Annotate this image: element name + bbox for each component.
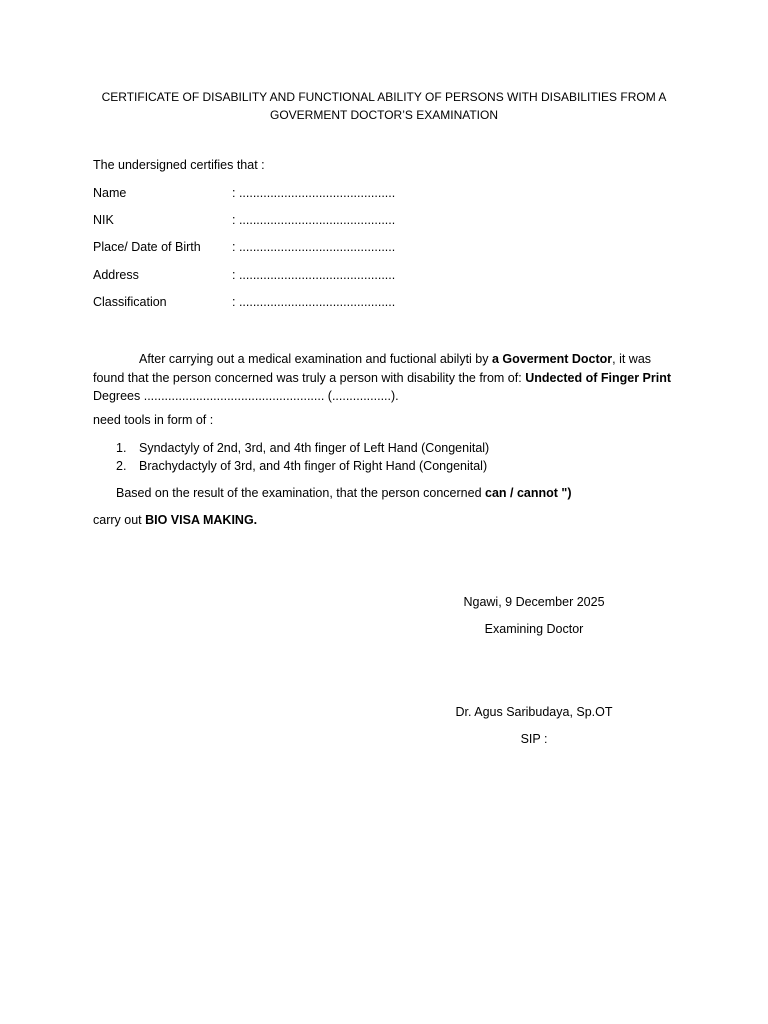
list-number: 1. <box>116 441 127 455</box>
field-label-name: Name <box>93 186 127 200</box>
result-sentence <box>116 486 572 500</box>
field-label-nik: NIK <box>93 213 114 227</box>
field-row-name <box>93 186 493 204</box>
paragraph-part-3: Degrees .................................................... (.................). <box>93 389 399 403</box>
paragraph-part-2: , it was found that the person concerned was truly a person with disability the from of: <box>93 352 652 385</box>
field-value-name: : ............................................. <box>232 186 396 200</box>
need-tools-text: need tools in form of : <box>93 413 214 427</box>
carry-out-sentence <box>93 513 257 527</box>
doctor-name: Dr. Agus Saribudaya, Sp.OT <box>455 705 613 719</box>
findings-paragraph <box>93 350 675 406</box>
field-label-birth: Place/ Date of Birth <box>93 240 201 254</box>
result-bold: can / cannot ") <box>485 486 572 500</box>
document-title <box>93 88 675 124</box>
field-value-birth: : ............................................. <box>232 240 396 254</box>
carry-bold: BIO VISA MAKING. <box>145 513 258 527</box>
signer-role: Examining Doctor <box>484 622 584 636</box>
field-value-address: : ............................................. <box>232 268 396 282</box>
carry-text: carry out <box>93 513 146 527</box>
field-row-nik <box>93 213 493 231</box>
paragraph-bold-2: Undected of Finger Print <box>525 370 672 385</box>
list-text: Brachydactyly of 3rd, and 4th finger of Right Hand (Congenital) <box>139 459 488 473</box>
title-line-1: CERTIFICATE OF DISABILITY AND FUNCTIONAL ABILITY OF PERSONS WITH DISABILITIES FROM A <box>101 90 667 104</box>
list-text: Syndactyly of 2nd, 3rd, and 4th finger of Left Hand (Congenital) <box>139 441 490 455</box>
list-number: 2. <box>116 459 127 473</box>
field-value-classification: : ............................................. <box>232 295 396 309</box>
field-row-address <box>93 268 493 286</box>
field-label-classification: Classification <box>93 295 167 309</box>
paragraph-part-1: After carrying out a medical examination and fuctional abilyti by <box>139 352 492 366</box>
field-row-classification <box>93 295 493 313</box>
title-line-2: GOVERMENT DOCTOR’S EXAMINATION <box>269 108 499 122</box>
field-label-address: Address <box>93 268 139 282</box>
result-text: Based on the result of the examination, that the person concerned <box>116 486 485 500</box>
intro-text: The undersigned certifies that : <box>93 158 265 172</box>
place-date: Ngawi, 9 December 2025 <box>463 595 605 609</box>
sip-label: SIP : <box>520 732 548 746</box>
field-row-birth <box>93 240 493 258</box>
paragraph-bold-1: a Goverment Doctor <box>491 352 613 366</box>
field-value-nik: : ............................................. <box>232 213 396 227</box>
